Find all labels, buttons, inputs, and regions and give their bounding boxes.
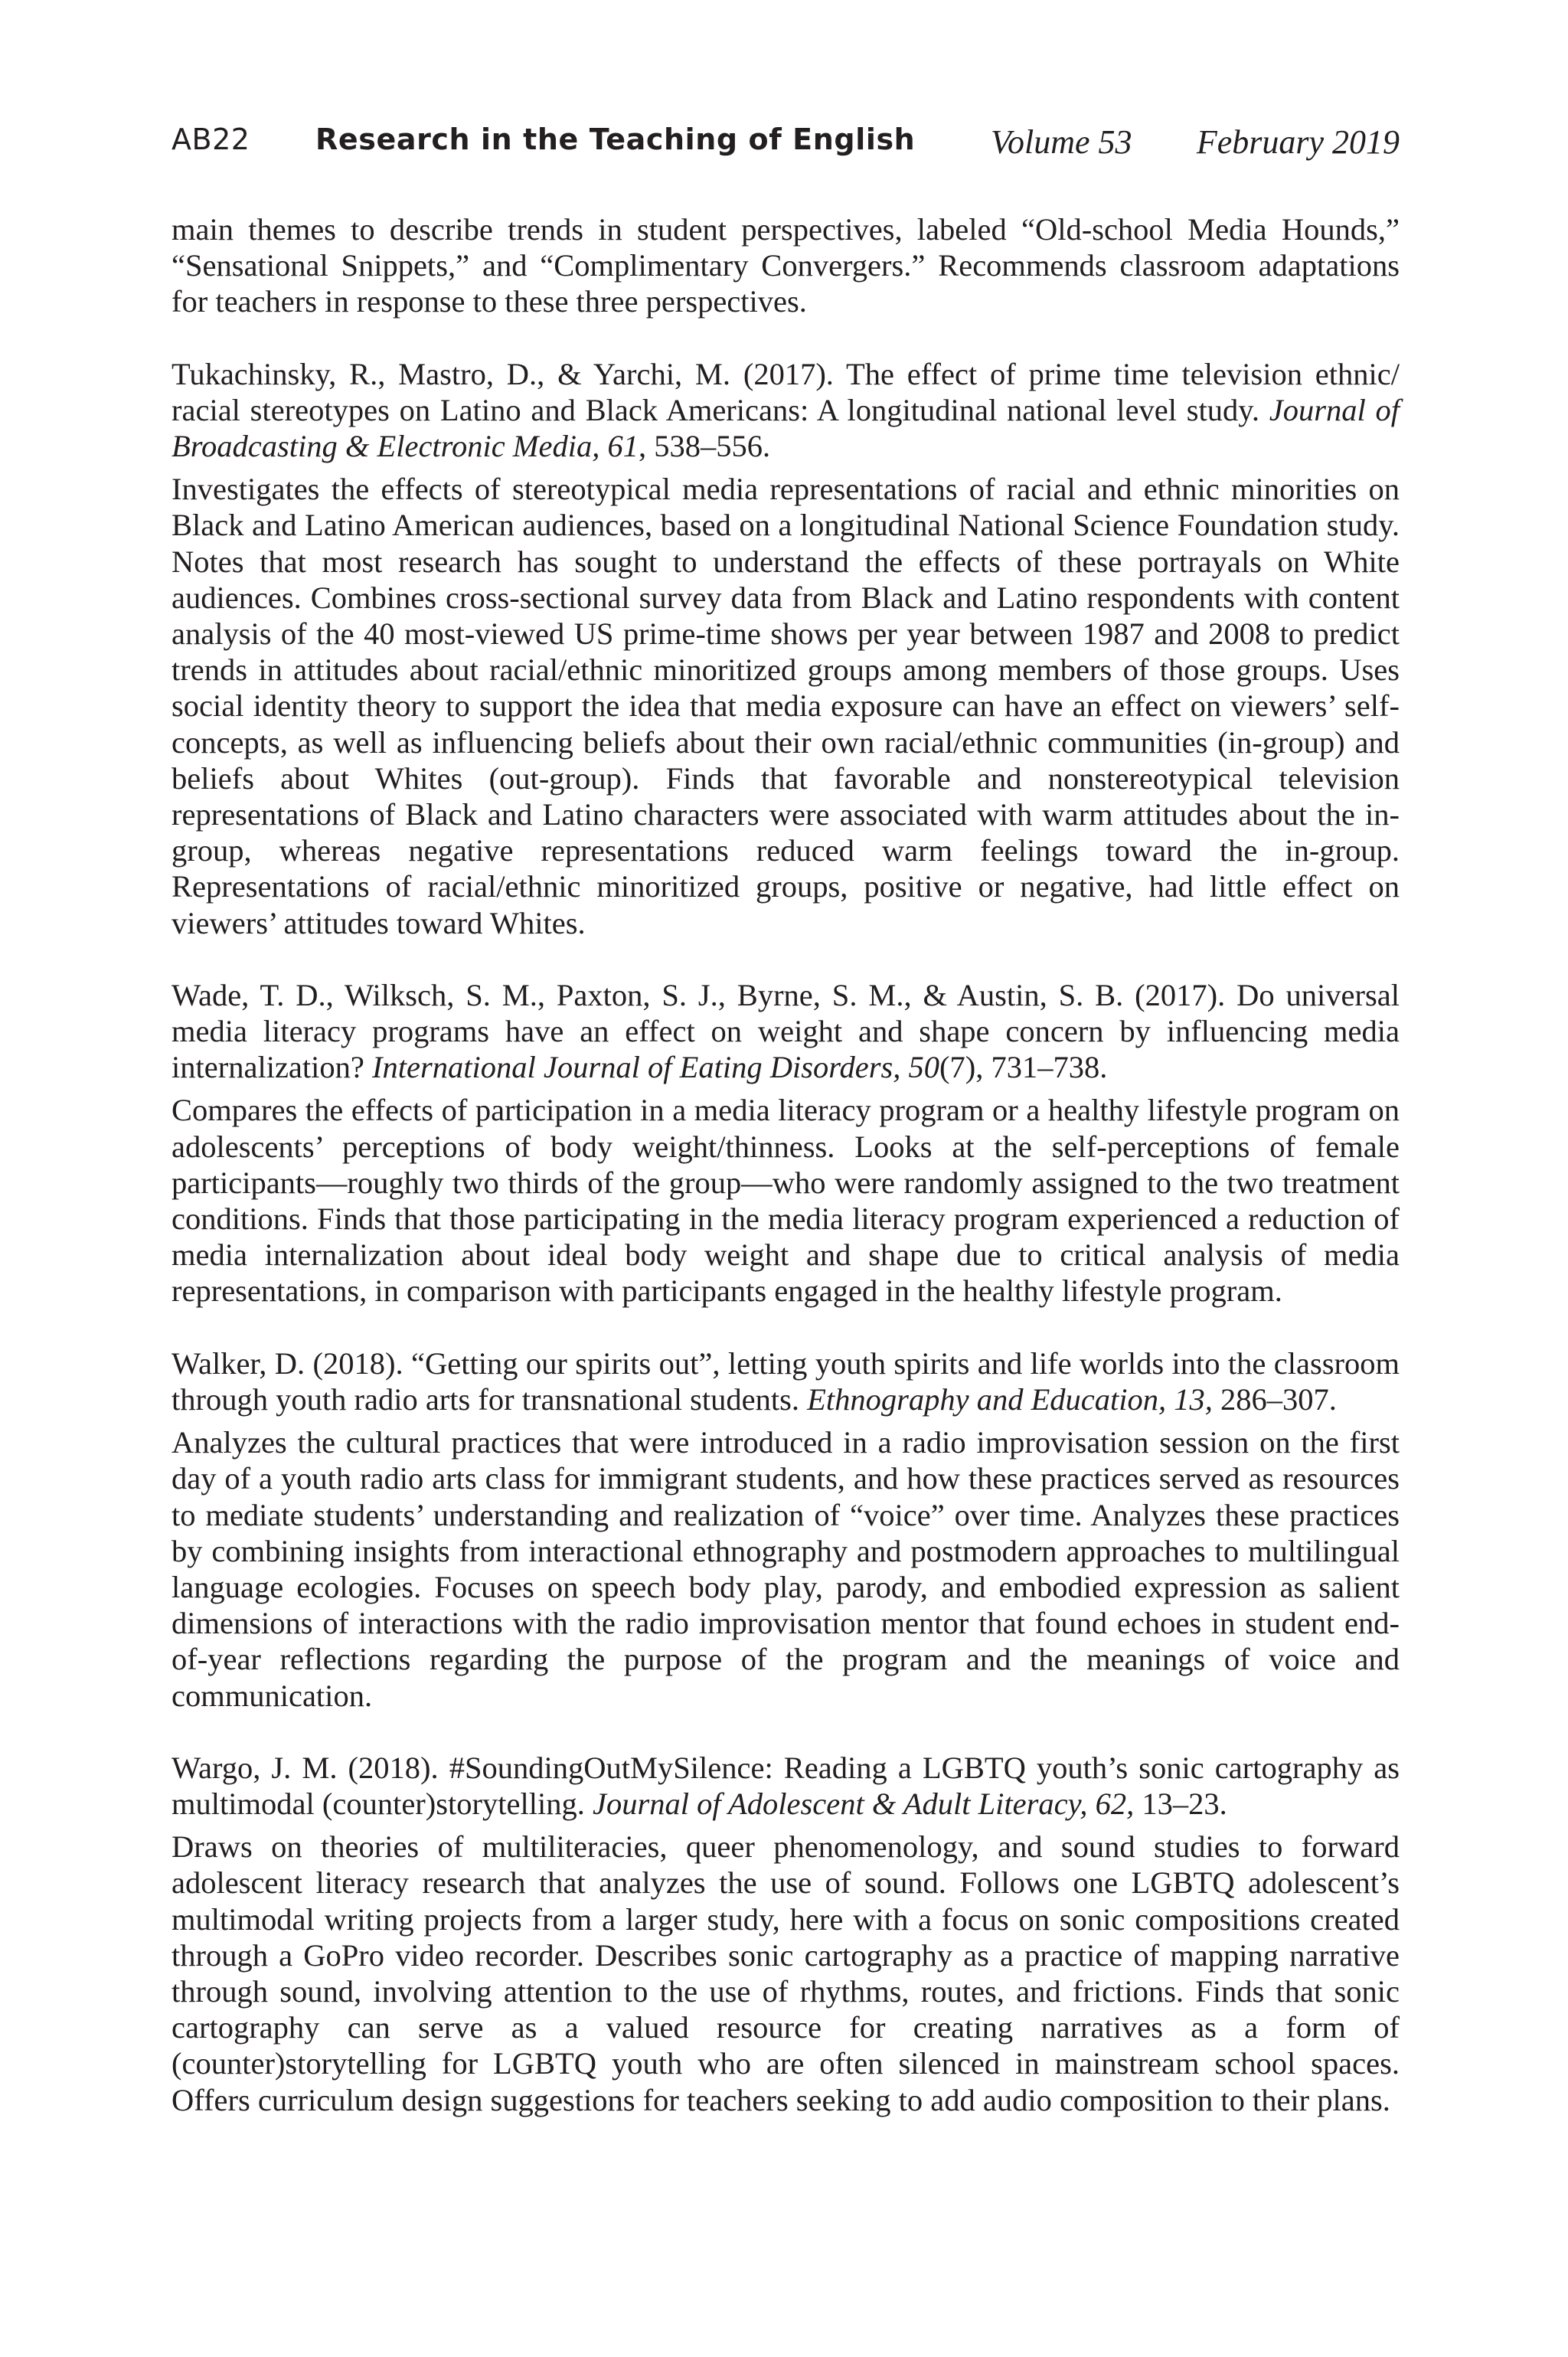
annotation: Compares the effects of participation in a media literacy program or a healthy lifestyle program on adolescents’ perceptions of body weight/thinness. Looks at the self-perceptions of female participants—roughly two thirds of the group—who were randomly assigned to the two treatment conditions. Finds that those participating in the media literacy program experienced a reduction of media internalization about ideal body weight and shape due to critical analysis of media representations, in comparison with participants engaged in the healthy lifestyle program. <box>172 1093 1400 1309</box>
bibliography-body <box>172 211 1400 2118</box>
running-header <box>172 115 1400 168</box>
citation-text: Tukachinsky, R., Mastro, D., & Yarchi, M. (2017). The effect of prime time television ethnic/ racial stereotypes on Latino and Black Americans: A longitudinal national level study. <box>172 356 1400 427</box>
citation-journal: International Journal of Eating Disorders, 50 <box>372 1050 939 1085</box>
bibliography-entry <box>172 1345 1400 1714</box>
citation-pages: 286–307. <box>1212 1381 1337 1417</box>
annotation: Investigates the effects of stereotypical media representations of racial and ethnic minorities on Black and Latino American audiences, based on a longitudinal National Science Foundation study. Notes that most research has sought to understand the effects of these portrayals on White audiences. Combines cross-sectional survey data from Black and Latino respondents with content analysis of the 40 most-viewed US prime-time shows per year between 1987 and 2008 to predict trends in attitudes about racial/ethnic minoritized groups among members of those groups. Uses social identity theory to support the idea that media exposure can have an effect on viewers’ self-concepts, as well as influencing beliefs about their own racial/ethnic communities (in-group) and beliefs about Whites (out-group). Finds that favorable and nonstereotypical television representations of Black and Latino characters were associated with warm attitudes about the in-group, whereas negative representations reduced warm feelings toward the in-group. Representations of racial/ethnic minoritized groups, positive or negative, had little effect on viewers’ attitudes toward Whites. <box>172 472 1400 940</box>
page <box>172 115 1400 2117</box>
citation-pages: (7), 731–738. <box>939 1050 1108 1085</box>
citation-pages: 13–23. <box>1134 1786 1227 1821</box>
citation-journal: Ethnography and Education, 13, <box>807 1381 1213 1417</box>
page-number: AB22 <box>172 123 250 156</box>
annotation: Analyzes the cultural practices that were introduced in a radio improvisation session on the first day of a youth radio arts class for immigrant students, and how these practices served as resources to mediate students’ understanding and realization of “voice” over time. Analyzes these practices by combining insights from interactional ethnography and postmodern approaches to multilingual language ecologies. Focuses on speech body play, parody, and embodied expression as salient dimensions of interactions with the radio improvisation mentor that found echoes in student end-of-year reflections regarding the purpose of the program and the meanings of voice and communication. <box>172 1425 1400 1713</box>
journal-title: Research in the Teaching of English <box>315 123 916 156</box>
bibliography-entry <box>172 977 1400 1309</box>
citation-pages: , 538–556. <box>639 429 771 464</box>
citation-text: Wade, T. D., Wilksch, S. M., Paxton, S. J., Byrne, S. M., & Austin, S. B. (2017). Do universal media literacy programs have an effect on weight and shape concern by influencing media internalization? <box>172 977 1400 1085</box>
citation-text: Wargo, J. M. (2018). #SoundingOutMySilence: Reading a LGBTQ youth’s sonic cartography as multimodal (counter)storytelling. <box>172 1750 1400 1821</box>
annotation: Draws on theories of multiliteracies, queer phenomenology, and sound studies to forward adolescent literacy research that analyzes the use of sound. Follows one LGBTQ adolescent’s multimodal writing projects from a larger study, here with a focus on sonic compositions created through a GoPro video recorder. Describes sonic cartography as a practice of mapping narrative through sound, involving attention to the use of rhythms, routes, and frictions. Finds that sonic cartography can serve as a valued resource for creating narratives as a form of (counter)storytelling for LGBTQ youth who are often silenced in mainstream school spaces. Offers curriculum design suggestions for teachers seeking to add audio composition to their plans. <box>172 1829 1400 2117</box>
bibliography-entry <box>172 1750 1400 2118</box>
citation <box>172 1345 1400 1417</box>
volume-label: Volume 53 <box>991 123 1132 161</box>
citation-journal: Journal of Broadcasting & Electronic Media, 61 <box>172 392 1400 464</box>
citation-journal: Journal of Adolescent & Adult Literacy, 62, <box>593 1786 1135 1821</box>
citation-text: Walker, D. (2018). “Getting our spirits out”, letting youth spirits and life worlds into the classroom through youth radio arts for transnational students. <box>172 1345 1400 1417</box>
continued-annotation: main themes to describe trends in student perspectives, labeled “Old-school Media Hounds,” “Sensational Snippets,” and “Complimentary Convergers.” Recommends classroom adaptations for teachers in response to these three perspectives. <box>172 212 1400 319</box>
citation <box>172 356 1400 465</box>
citation <box>172 977 1400 1086</box>
issue-date: February 2019 <box>1196 123 1400 161</box>
bibliography-entry <box>172 356 1400 941</box>
citation <box>172 1750 1400 1822</box>
